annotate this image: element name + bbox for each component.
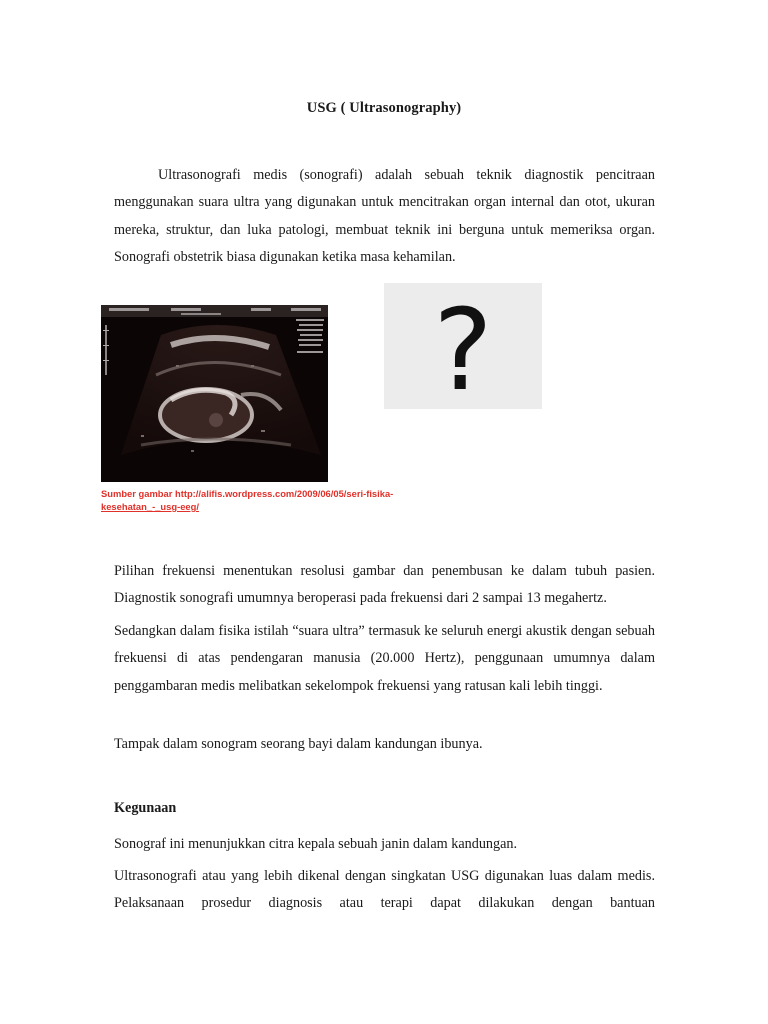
document-title: USG ( Ultrasonography): [306, 100, 462, 116]
caption-line-1[interactable]: Sumber gambar http://alifis.wordpress.com/2009/06/05/seri-fisika-: [101, 488, 394, 499]
question-mark-glyph: ?: [433, 286, 493, 409]
heading-kegunaan: Kegunaan: [114, 800, 177, 816]
image-source-caption[interactable]: [101, 487, 401, 513]
paragraph-intro: Ultrasonografi medis (sonografi) adalah sebuah teknik diagnostik pencitraan menggunakan suara ultra yang digunakan untuk mencitrakan organ internal dan otot, ukuran mereka, struktur, dan luka patologi, membuat teknik ini berguna untuk memeriksa organ. Sonografi obstetrik biasa digunakan ketika masa kehamilan.: [114, 167, 655, 266]
ultrasound-image: [101, 305, 328, 482]
question-mark-image: [384, 283, 542, 409]
paragraph-fetal-head: Sonograf ini menunjukkan citra kepala sebuah janin dalam kandungan.: [114, 836, 518, 852]
paragraph-ultrasound-physics: Sedangkan dalam fisika istilah “suara ultra” termasuk ke seluruh energi akustik dengan sebuah frekuensi di atas pendengaran manusia (20.000 Hertz), penggunaan umumnya dalam penggambaran medis melibatkan sekelompok frekuensi yang ratusan kali lebih tinggi.: [114, 623, 655, 694]
paragraph-sonogram-baby: Tampak dalam sonogram seorang bayi dalam kandungan ibunya.: [114, 736, 483, 752]
paragraph-frequency: Pilihan frekuensi menentukan resolusi gambar dan penembusan ke dalam tubuh pasien. Diagnostik sonografi umumnya beroperasi pada frekuensi dari 2 sampai 13 megahertz.: [114, 563, 655, 607]
caption-line-2[interactable]: kesehatan_-_usg-eeg/: [101, 501, 199, 512]
paragraph-usg-uses: Ultrasonografi atau yang lebih dikenal dengan singkatan USG digunakan luas dalam medis. Pelaksanaan prosedur diagnosis atau terapi dapat dilakukan dengan bantuan: [114, 868, 655, 912]
